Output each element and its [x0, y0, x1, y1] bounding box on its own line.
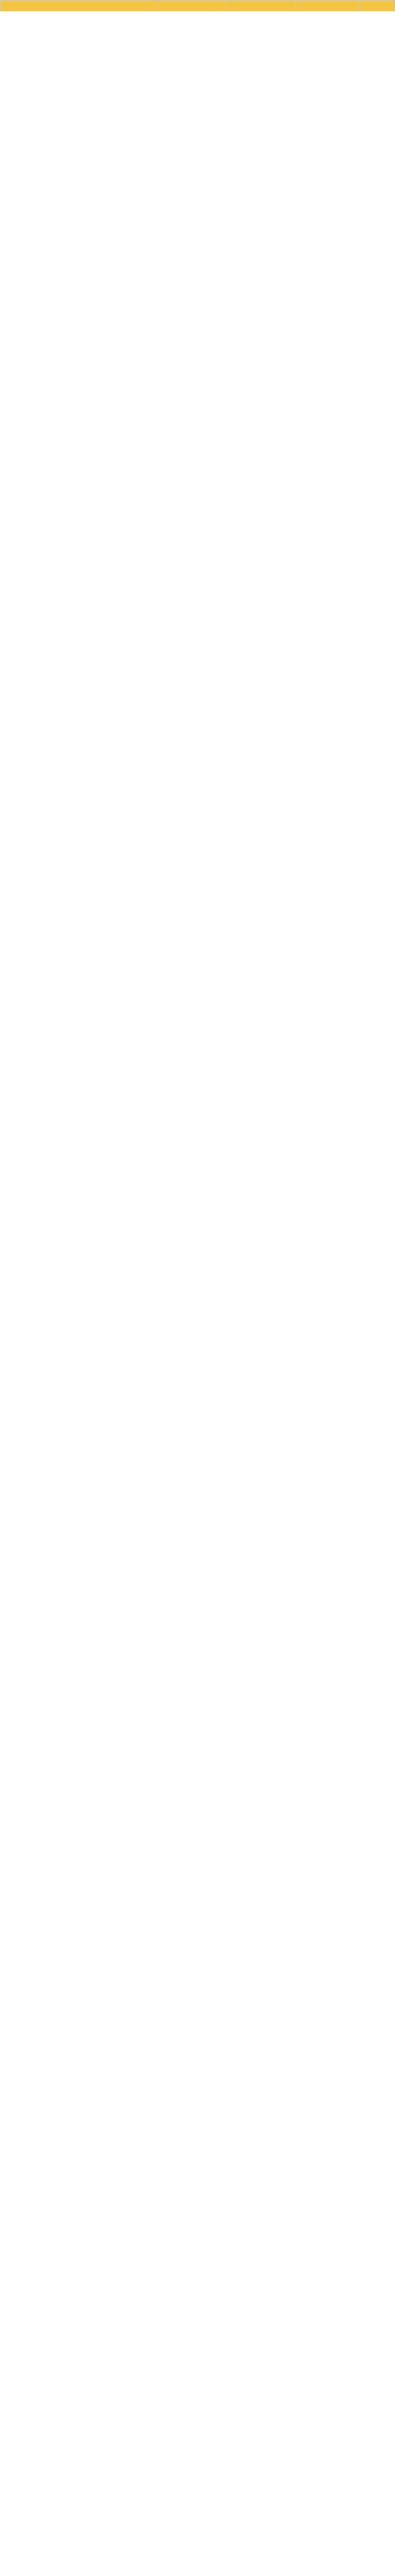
header-name [1, 1, 156, 11]
data-table [0, 0, 395, 11]
header-col1 [156, 1, 226, 11]
header-col3 [296, 1, 358, 11]
header-row [1, 1, 395, 11]
header-col4 [358, 1, 395, 11]
header-col2 [226, 1, 296, 11]
